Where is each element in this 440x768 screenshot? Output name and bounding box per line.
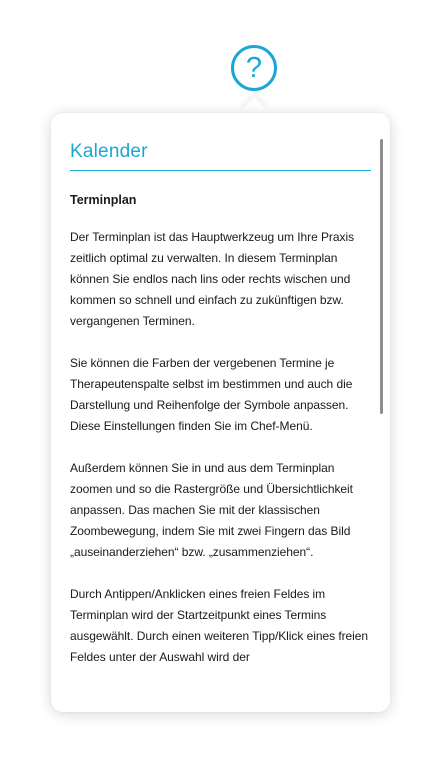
popover-scrollbar[interactable]: [380, 139, 383, 414]
popover-body: [51, 113, 390, 712]
help-popover: [51, 113, 390, 712]
section-heading: Terminplan: [70, 193, 137, 207]
popover-content: [70, 141, 371, 689]
paragraph-4: Durch Antippen/Anklicken eines freien Feldes im Terminplan wird der Startzeitpunkt eines Termins ausgewählt. Durch einen weiteren Tipp/Klick eines freien Feldes unter der Auswahl wird der: [70, 587, 369, 664]
paragraph-2: Sie können die Farben der vergebenen Termine je Therapeutenspalte selbst im bestimmen und auch die Darstellung und Reihenfolge der Symbole anpassen. Diese Einstellungen finden Sie im Chef-Menü.: [70, 356, 353, 433]
help-question-icon[interactable]: [231, 45, 277, 91]
help-question-glyph: ?: [245, 51, 263, 84]
paragraph-1: Der Terminplan ist das Hauptwerkzeug um Ihre Praxis zeitlich optimal zu verwalten. In diesem Terminplan können Sie endlos nach lins oder rechts wischen und kommen so schnell und einfach zu zukünftigen bzw. vergangenen Terminen.: [70, 230, 355, 328]
paragraph-3: Außerdem können Sie in und aus dem Terminplan zoomen und so die Rastergröße und Übersichtlichkeit anpassen. Das machen Sie mit der klassischen Zoombewegung, indem Sie mit zwei Fingern das Bild „auseinanderziehen“ bzw. „zusammenziehen“.: [70, 461, 353, 559]
popover-title: Kalender: [70, 141, 371, 171]
